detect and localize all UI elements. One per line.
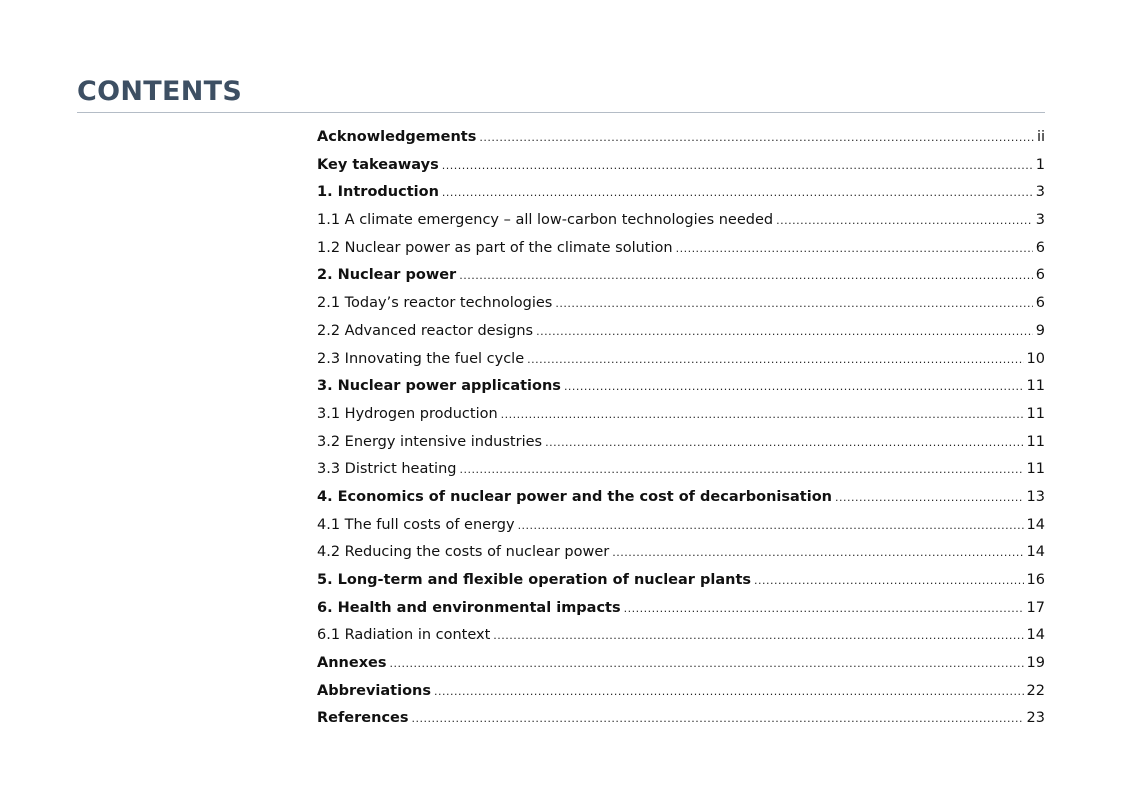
table-of-contents [317, 124, 1045, 733]
title-divider [77, 112, 1045, 113]
toc-entry[interactable] [317, 595, 1045, 623]
toc-entry-page-number: 13 [1026, 488, 1045, 505]
toc-dot-leader [624, 595, 1024, 623]
toc-entry-label: 3. Nuclear power applications [317, 378, 561, 395]
toc-entry-label: 6.1 Radiation in context [317, 627, 491, 644]
toc-entry-label: 1.2 Nuclear power as part of the climate solution [317, 239, 673, 256]
toc-entry[interactable] [317, 179, 1045, 207]
toc-entry-label: 3.1 Hydrogen production [317, 405, 498, 422]
toc-dot-leader [612, 539, 1023, 567]
toc-entry[interactable] [317, 650, 1045, 678]
toc-entry-page-number: 11 [1026, 433, 1045, 450]
toc-entry[interactable] [317, 373, 1045, 401]
toc-dot-leader [555, 290, 1032, 318]
toc-entry-page-number: 23 [1026, 710, 1045, 727]
toc-dot-leader [442, 179, 1033, 207]
toc-entry-page-number: 22 [1026, 682, 1045, 699]
toc-entry-page-number: 3 [1035, 212, 1045, 229]
toc-entry-label: References [317, 710, 409, 727]
toc-entry-label: 2. Nuclear power [317, 267, 457, 284]
toc-entry[interactable] [317, 705, 1045, 733]
toc-entry[interactable] [317, 622, 1045, 650]
toc-entry[interactable] [317, 318, 1045, 346]
toc-entry[interactable] [317, 512, 1045, 540]
toc-dot-leader [493, 622, 1023, 650]
toc-entry-page-number: 11 [1026, 405, 1045, 422]
toc-entry-label: 2.3 Innovating the fuel cycle [317, 350, 525, 367]
toc-entry[interactable] [317, 124, 1045, 152]
toc-entry-page-number: 1 [1035, 156, 1045, 173]
toc-entry-page-number: 11 [1026, 461, 1045, 478]
toc-entry-page-number: 17 [1026, 599, 1045, 616]
toc-entry-label: 6. Health and environmental impacts [317, 599, 621, 616]
toc-entry[interactable] [317, 484, 1045, 512]
toc-dot-leader [434, 678, 1024, 706]
toc-entry[interactable] [317, 152, 1045, 180]
toc-entry-label: 4.2 Reducing the costs of nuclear power [317, 544, 610, 561]
toc-dot-leader [527, 346, 1023, 374]
toc-entry[interactable] [317, 346, 1045, 374]
toc-entry[interactable] [317, 290, 1045, 318]
toc-entry[interactable] [317, 262, 1045, 290]
toc-dot-leader [754, 567, 1024, 595]
toc-entry[interactable] [317, 678, 1045, 706]
toc-entry-page-number: 3 [1035, 184, 1045, 201]
toc-entry-label: 2.1 Today’s reactor technologies [317, 295, 553, 312]
toc-dot-leader [412, 705, 1024, 733]
toc-entry-page-number: 14 [1026, 627, 1045, 644]
toc-entry-page-number: 10 [1026, 350, 1045, 367]
toc-entry-label: 4. Economics of nuclear power and the cost of decarbonisation [317, 488, 832, 505]
toc-entry-page-number: 6 [1035, 239, 1045, 256]
toc-entry-page-number: 14 [1026, 516, 1045, 533]
toc-entry[interactable] [317, 401, 1045, 429]
toc-dot-leader [545, 429, 1023, 457]
toc-entry[interactable] [317, 539, 1045, 567]
toc-entry[interactable] [317, 567, 1045, 595]
toc-entry-page-number: 11 [1026, 378, 1045, 395]
toc-entry-label: 4.1 The full costs of energy [317, 516, 515, 533]
toc-dot-leader [835, 484, 1024, 512]
toc-entry-page-number: 6 [1035, 267, 1045, 284]
page-title: CONTENTS [77, 76, 243, 107]
toc-entry-label: 1.1 A climate emergency – all low-carbon technologies needed [317, 212, 774, 229]
toc-entry-page-number: 14 [1026, 544, 1045, 561]
toc-entry[interactable] [317, 235, 1045, 263]
toc-entry[interactable] [317, 456, 1045, 484]
toc-entry-label: 1. Introduction [317, 184, 439, 201]
toc-entry-page-number: 9 [1035, 322, 1045, 339]
toc-entry-page-number: 6 [1035, 295, 1045, 312]
toc-dot-leader [776, 207, 1033, 235]
toc-entry-label: Annexes [317, 655, 387, 672]
toc-dot-leader [459, 262, 1033, 290]
toc-dot-leader [459, 456, 1023, 484]
toc-entry[interactable] [317, 429, 1045, 457]
toc-dot-leader [501, 401, 1024, 429]
toc-entry-label: 3.2 Energy intensive industries [317, 433, 543, 450]
toc-entry-label: Acknowledgements [317, 129, 477, 145]
toc-entry[interactable] [317, 207, 1045, 235]
toc-dot-leader [536, 318, 1033, 346]
toc-dot-leader [442, 152, 1033, 180]
toc-dot-leader [390, 650, 1024, 678]
toc-entry-label: 3.3 District heating [317, 461, 457, 478]
toc-dot-leader [564, 373, 1024, 401]
toc-entry-label: Key takeaways [317, 156, 439, 173]
toc-entry-label: Abbreviations [317, 682, 431, 699]
toc-entry-label: 5. Long-term and flexible operation of nuclear plants [317, 572, 752, 588]
toc-dot-leader [518, 512, 1024, 540]
toc-dot-leader [676, 235, 1033, 263]
toc-entry-label: 2.2 Advanced reactor designs [317, 322, 534, 339]
toc-dot-leader [479, 124, 1034, 152]
toc-entry-page-number: 19 [1026, 655, 1045, 672]
toc-entry-page-number: 16 [1026, 572, 1045, 588]
toc-entry-page-number: ii [1036, 129, 1045, 145]
